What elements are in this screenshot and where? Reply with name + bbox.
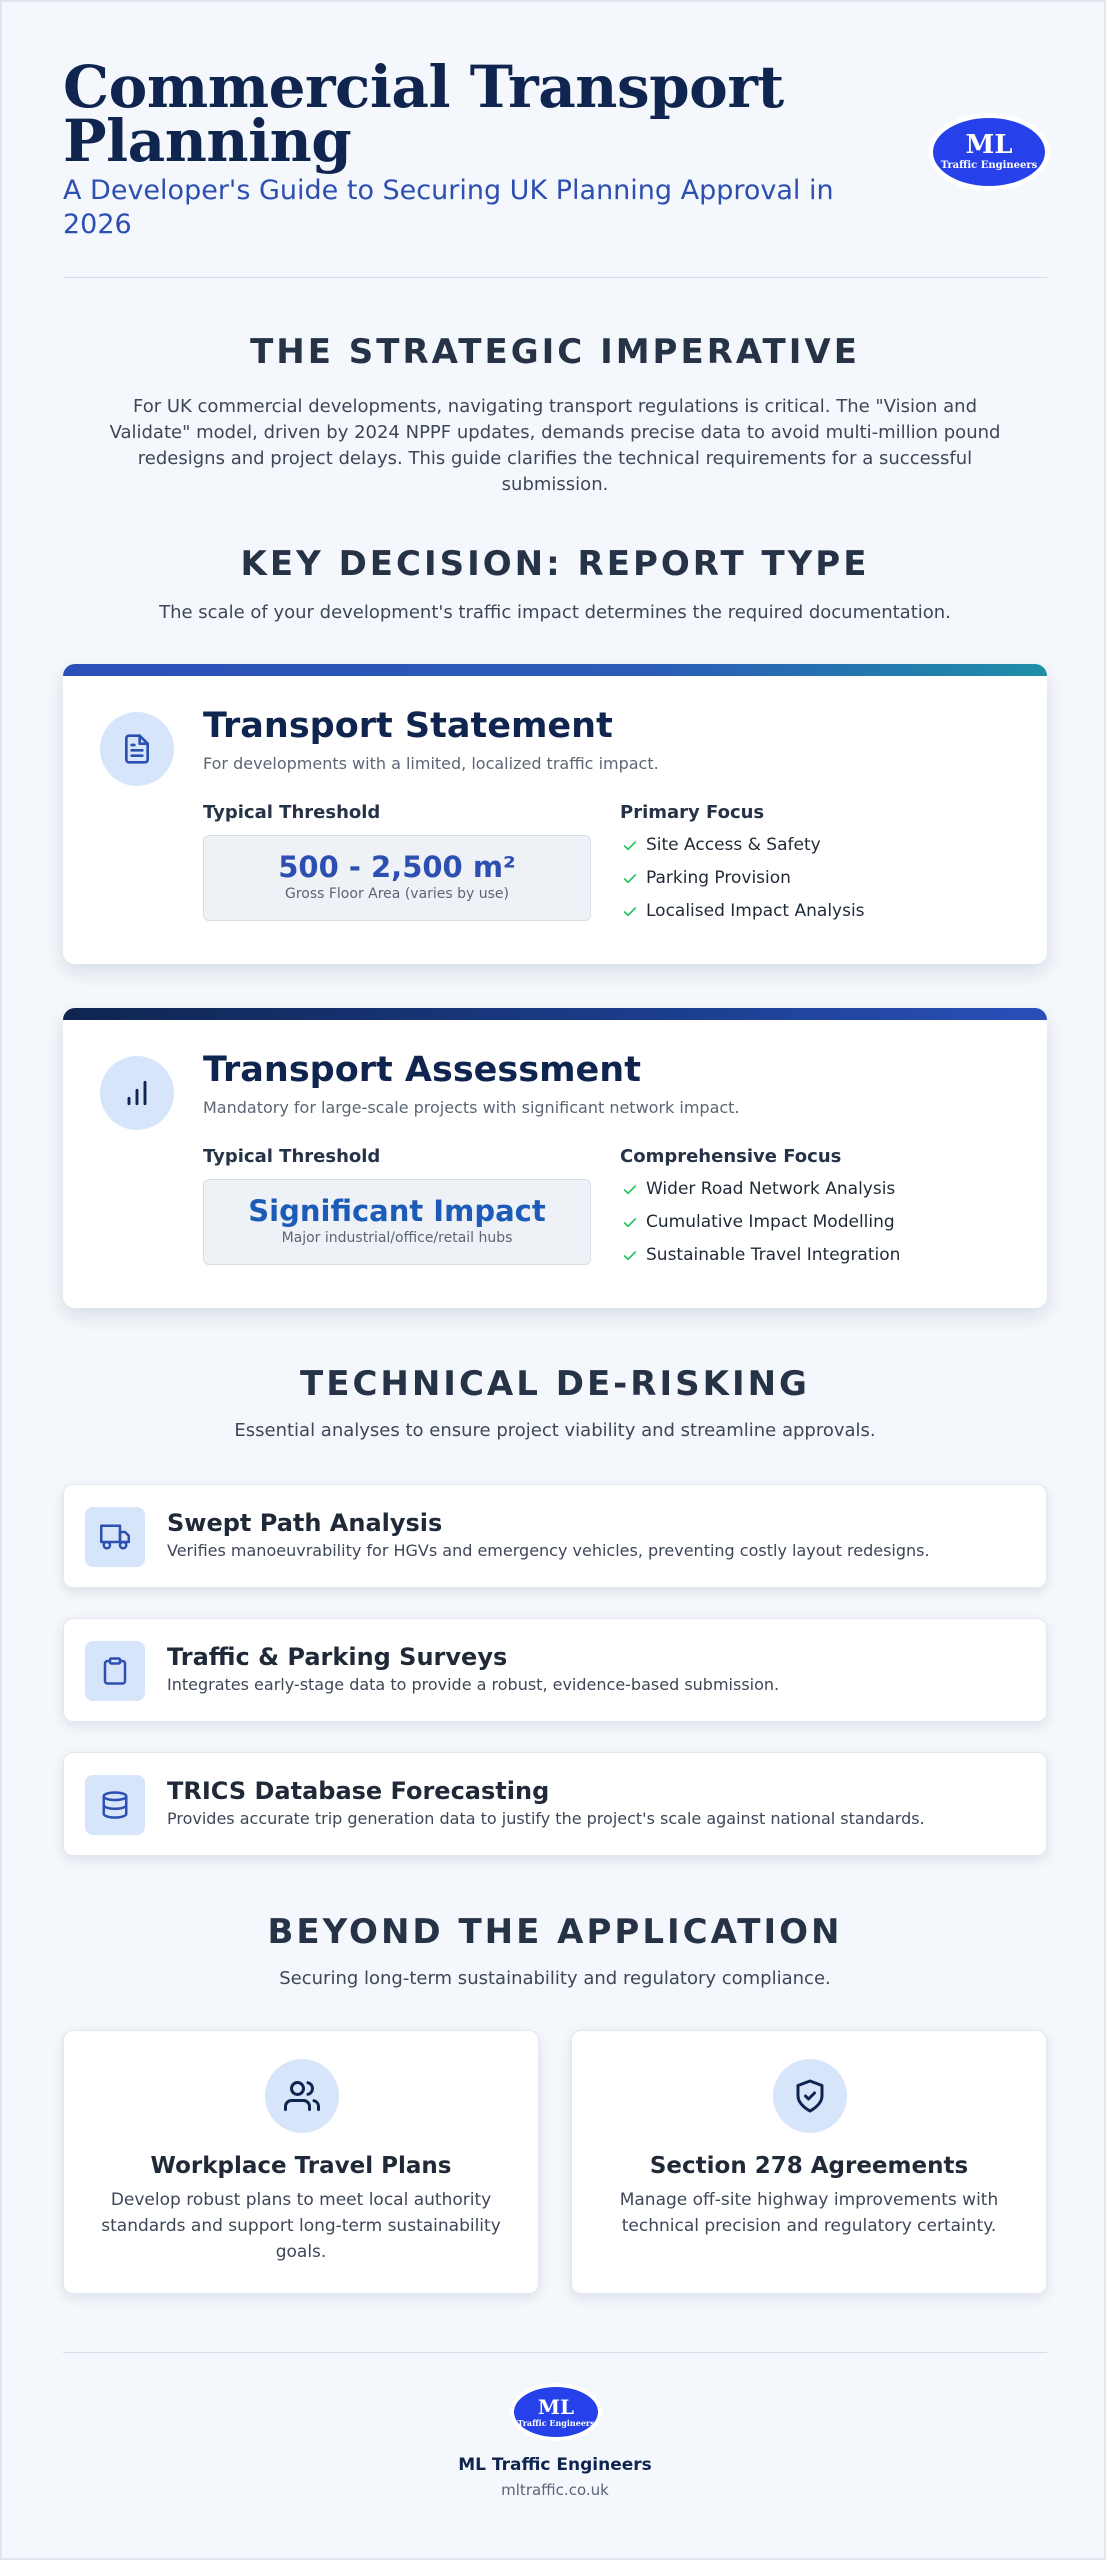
focus-item xyxy=(620,898,865,931)
footer-company-name: ML Traffic Engineers xyxy=(458,2455,652,2475)
focus-item xyxy=(620,865,865,898)
focus-label: Primary Focus xyxy=(620,802,765,823)
database-icon xyxy=(85,1775,145,1835)
card-accent-bar xyxy=(63,1008,1047,1020)
derisking-text: Essential analyses to ensure project viability and streamline approvals. xyxy=(234,1420,876,1441)
threshold-note: Gross Floor Area (varies by use) xyxy=(284,886,510,902)
focus-label: Comprehensive Focus xyxy=(620,1146,842,1167)
logo-initials: ML xyxy=(965,130,1013,160)
truck-icon xyxy=(85,1507,145,1567)
focus-item-label: Localised Impact Analysis xyxy=(646,901,865,921)
imperative-heading: THE STRATEGIC IMPERATIVE xyxy=(250,332,860,372)
report-title: Transport Statement xyxy=(203,706,613,746)
imperative-text: For UK commercial developments, navigating transport regulations is critical. The "Vision and Validate" model, driven by 2024 NPPF updates, demands precise data to avoid multi-million pound redesigns and project delays. This guide clarifies the technical requirements for a successful submission. xyxy=(109,396,1001,495)
focus-item xyxy=(620,1209,900,1242)
beyond-card-section-278 xyxy=(571,2030,1047,2294)
tech-title: Swept Path Analysis xyxy=(167,1509,443,1537)
beyond-card-travel-plans xyxy=(63,2030,539,2294)
check-icon xyxy=(622,1248,638,1264)
logo-text: Traffic Engineers xyxy=(517,2418,595,2428)
threshold-value: 500 - 2,500 m² xyxy=(278,850,516,884)
tech-card-trics xyxy=(63,1752,1047,1856)
document-icon xyxy=(100,712,174,786)
focus-item-label: Parking Provision xyxy=(646,868,791,888)
threshold-box xyxy=(203,835,591,921)
report-title: Transport Assessment xyxy=(203,1050,641,1090)
beyond-description: Manage off-site highway improvements with technical precision and regulatory certainty. xyxy=(619,2190,999,2236)
focus-item xyxy=(620,1176,900,1209)
focus-item-label: Sustainable Travel Integration xyxy=(646,1245,901,1265)
logo-text: Traffic Engineers xyxy=(940,160,1038,171)
report-description: For developments with a limited, localized traffic impact. xyxy=(203,754,659,773)
page-subtitle: A Developer's Guide to Securing UK Planning Approval in 2026 xyxy=(63,175,834,240)
tech-card-surveys xyxy=(63,1618,1047,1722)
beyond-heading: BEYOND THE APPLICATION xyxy=(267,1912,843,1952)
report-card-transport-assessment xyxy=(63,1008,1047,1308)
check-icon xyxy=(622,904,638,920)
imperative-section xyxy=(63,332,1047,498)
check-icon xyxy=(622,871,638,887)
decision-text: The scale of your development's traffic impact determines the required documentation. xyxy=(159,602,951,623)
page-header xyxy=(63,53,1047,278)
decision-heading: KEY DECISION: REPORT TYPE xyxy=(240,544,870,584)
bar-chart-icon xyxy=(100,1056,174,1130)
beyond-text: Securing long-term sustainability and regulatory compliance. xyxy=(279,1968,831,1989)
report-card-transport-statement xyxy=(63,664,1047,964)
check-icon xyxy=(622,1215,638,1231)
users-icon xyxy=(265,2059,339,2133)
focus-item-label: Cumulative Impact Modelling xyxy=(646,1212,895,1232)
card-accent-bar xyxy=(63,664,1047,676)
check-icon xyxy=(622,1182,638,1198)
beyond-title: Section 278 Agreements xyxy=(649,2153,969,2179)
report-description: Mandatory for large-scale projects with significant network impact. xyxy=(203,1098,740,1117)
beyond-section xyxy=(63,1912,1047,1992)
threshold-label: Typical Threshold xyxy=(203,1146,381,1167)
focus-list xyxy=(620,1176,900,1275)
decision-section xyxy=(63,544,1047,626)
focus-item xyxy=(620,1242,900,1275)
clipboard-icon xyxy=(85,1641,145,1701)
company-logo[interactable] xyxy=(931,116,1047,188)
tech-description: Provides accurate trip generation data to justify the project's scale against national standards. xyxy=(167,1809,925,1828)
page-footer xyxy=(63,2352,1047,2522)
focus-list xyxy=(620,832,865,931)
page-title: Commercial Transport Planning xyxy=(63,53,784,175)
tech-card-swept-path xyxy=(63,1484,1047,1588)
threshold-box xyxy=(203,1179,591,1265)
beyond-description: Develop robust plans to meet local authority standards and support long-term sustainability goals. xyxy=(101,2190,501,2262)
threshold-value: Significant Impact xyxy=(248,1194,546,1228)
threshold-note: Major industrial/office/retail hubs xyxy=(281,1230,513,1246)
focus-item-label: Site Access & Safety xyxy=(646,835,821,855)
tech-title: Traffic & Parking Surveys xyxy=(167,1643,508,1671)
check-icon xyxy=(622,838,638,854)
threshold-label: Typical Threshold xyxy=(203,802,381,823)
logo-initials: ML xyxy=(537,2395,575,2419)
tech-description: Verifies manoeuvrability for HGVs and emergency vehicles, preventing costly layout redesigns. xyxy=(167,1541,930,1560)
footer-logo[interactable] xyxy=(512,2385,600,2439)
focus-item xyxy=(620,832,865,865)
shield-check-icon xyxy=(773,2059,847,2133)
tech-description: Integrates early-stage data to provide a robust, evidence-based submission. xyxy=(167,1675,780,1694)
derisking-section xyxy=(63,1364,1047,1444)
focus-item-label: Wider Road Network Analysis xyxy=(646,1179,896,1199)
footer-website-link[interactable]: mltraffic.co.uk xyxy=(501,2481,609,2499)
beyond-title: Workplace Travel Plans xyxy=(150,2153,452,2179)
derisking-heading: TECHNICAL DE-RISKING xyxy=(300,1364,810,1404)
tech-title: TRICS Database Forecasting xyxy=(167,1777,550,1805)
